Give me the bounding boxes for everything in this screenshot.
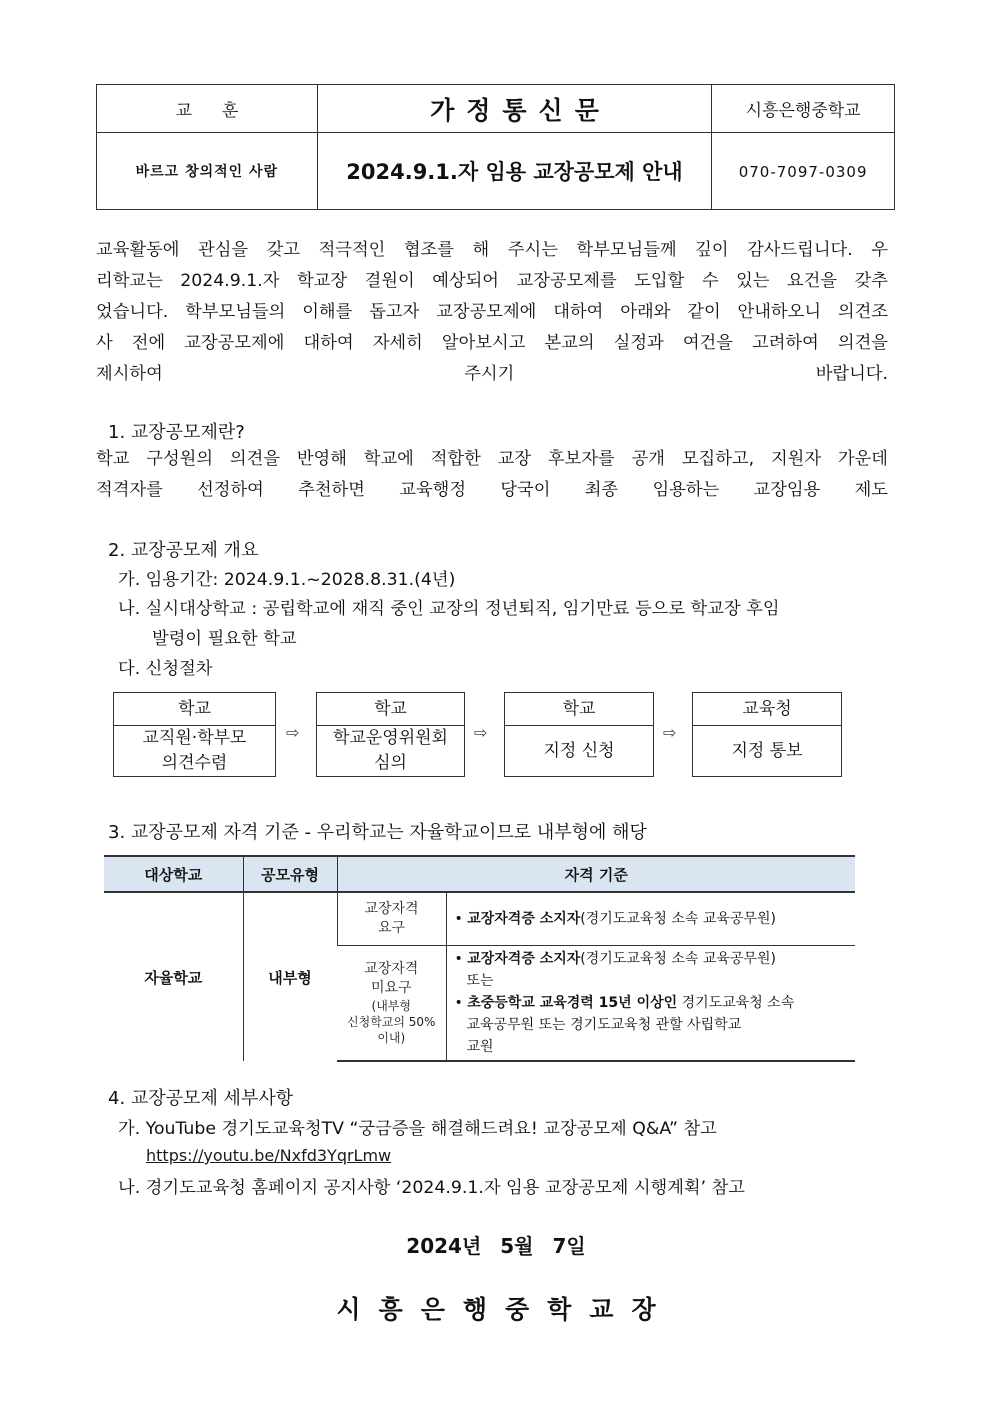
col-header-type: 공모유형 (243, 856, 337, 892)
sub-note: 신청학교의 50% (347, 1014, 436, 1029)
criteria-text: 또는 (466, 972, 494, 989)
col-header-criteria: 자격 기준 (337, 856, 855, 892)
flow-step-body (693, 726, 841, 776)
flow-step-text: 지정 통보 (731, 740, 803, 761)
sub-label: 미요구 (370, 979, 412, 996)
flow-step-head: 학교 (505, 693, 653, 726)
qualification-table (104, 855, 855, 1062)
principal-signature: 시흥은행중학교장 (336, 1295, 674, 1324)
flow-step-4 (692, 692, 842, 777)
section1-line: 학교 구성원의 의견을 반영해 학교에 적합한 교장 후보자를 공개 모집하고, 지원자 가운데 (96, 449, 888, 469)
recruit-type-cell: 내부형 (243, 892, 337, 1061)
criteria-bold: 교장자격증 소지자 (467, 950, 581, 967)
section3-heading: 3. 교장공모제 자격 기준 - 우리학교는 자율학교이므로 내부형에 해당 (108, 822, 647, 843)
license-not-required-cell (337, 945, 446, 1061)
flow-step-3 (504, 692, 654, 777)
sub-label: 요구 (377, 919, 406, 936)
sub-label: 교장자격 (364, 960, 419, 977)
criteria-text: 교육공무원 또는 경기도교육청 관할 사립학교 (466, 1016, 742, 1033)
motto: 바르고 창의적인 사람 (135, 164, 279, 180)
section2-item-b-cont: 발령이 필요한 학교 (152, 629, 297, 649)
flow-step-text: 교직원·학부모 (142, 728, 247, 748)
motto-label-cell (97, 85, 318, 133)
intro-paragraph (96, 235, 888, 390)
flow-step-body (114, 726, 275, 776)
flow-step-text: 학교운영위원회 (333, 728, 448, 748)
flow-step-2 (316, 692, 465, 777)
flow-step-text: 심의 (374, 753, 407, 773)
arrow-right-icon: ⇨ (663, 723, 677, 742)
intro-line: 사 전에 교장공모제에 대하여 자세히 알아보시고 본교의 실정과 여건을 고려하여 의견을 (96, 333, 889, 353)
phone-cell (712, 133, 895, 210)
issue-date: 2024년 5월 7일 (406, 1234, 586, 1258)
section2-heading: 2. 교장공모제 개요 (108, 540, 259, 561)
license-required-cell (337, 892, 446, 945)
section1-heading: 1. 교장공모제란? (108, 422, 245, 443)
criteria-bold: 초중등학교 교육경력 15년 이상인 (467, 994, 678, 1011)
title-cell (317, 85, 711, 133)
subject: 2024.9.1.자 임용 교장공모제 안내 (346, 160, 683, 184)
subject-cell (317, 133, 711, 210)
flow-step-head: 학교 (114, 693, 275, 726)
school-name: 시흥은행중학교 (745, 101, 861, 121)
flow-step-1 (113, 692, 276, 777)
header-table (96, 84, 895, 210)
section2-item-b: 나. 실시대상학교 : 공립학교에 재직 중인 교장의 정년퇴직, 임기만료 등으로 학교장 후임 (118, 599, 780, 619)
section1-line: 적격자를 선정하여 추천하면 교육행정 당국이 최종 임용하는 교장임용 제도 (96, 480, 888, 500)
arrow-right-icon: ⇨ (474, 723, 488, 742)
criteria-cell-1 (446, 892, 855, 945)
sub-label: 교장자격 (364, 900, 419, 917)
motto-label: 교훈 (175, 101, 269, 121)
sub-note: (내부형 (371, 998, 411, 1013)
col-header-school: 대상학교 (104, 856, 243, 892)
criteria-cell-2 (446, 945, 855, 1061)
criteria-text: 교원 (466, 1038, 494, 1055)
sub-note: 이내) (377, 1030, 406, 1045)
criteria-text: (경기도교육청 소속 교육공무원) (580, 910, 776, 927)
flow-step-body (505, 726, 653, 776)
youtube-link[interactable]: https://youtu.be/Nxfd3YqrLmw (146, 1146, 392, 1165)
flow-step-body (317, 726, 464, 776)
motto-cell (97, 133, 318, 210)
flow-step-text: 의견수렴 (161, 753, 228, 773)
arrow-right-icon: ⇨ (286, 723, 300, 742)
school-type-cell: 자율학교 (104, 892, 243, 1061)
intro-line: 제시하여 주시기 바랍니다. (96, 364, 888, 384)
phone-number: 070-7097-0309 (738, 162, 868, 181)
flow-step-head: 학교 (317, 693, 464, 726)
intro-line: 었습니다. 학부모님들의 이해를 돕고자 교장공모제에 대하여 아래와 같이 안내하오니 의견조 (96, 302, 888, 322)
section1-paragraph (96, 444, 888, 506)
criteria-text: 경기도교육청 소속 (677, 994, 795, 1011)
flow-step-text: 지정 신청 (543, 740, 615, 761)
criteria-text: (경기도교육청 소속 교육공무원) (580, 950, 776, 967)
intro-line: 교육활동에 관심을 갖고 적극적인 협조를 해 주시는 학부모님들께 깊이 감사드립니다. 우 (96, 240, 888, 260)
section2-item-a: 가. 임용기간: 2024.9.1.~2028.8.31.(4년) (118, 570, 456, 590)
section4-item-b: 나. 경기도교육청 홈페이지 공지사항 ‘2024.9.1.자 임용 교장공모제 시행계획’ 참고 (118, 1178, 745, 1198)
intro-line: 리학교는 2024.9.1.자 학교장 결원이 예상되어 교장공모제를 도입할 수 있는 요건을 갖추 (96, 271, 888, 291)
section4-heading: 4. 교장공모제 세부사항 (108, 1088, 294, 1109)
flow-step-head: 교육청 (693, 693, 841, 726)
document-title: 가정통신문 (430, 95, 611, 125)
criteria-bold: 교장자격증 소지자 (467, 910, 581, 927)
section2-item-c: 다. 신청절차 (118, 659, 213, 679)
section4-item-a: 가. YouTube 경기도교육청TV “궁금증을 해결해드려요! 교장공모제 Q&A” 참고 (118, 1119, 717, 1139)
school-cell (712, 85, 895, 133)
